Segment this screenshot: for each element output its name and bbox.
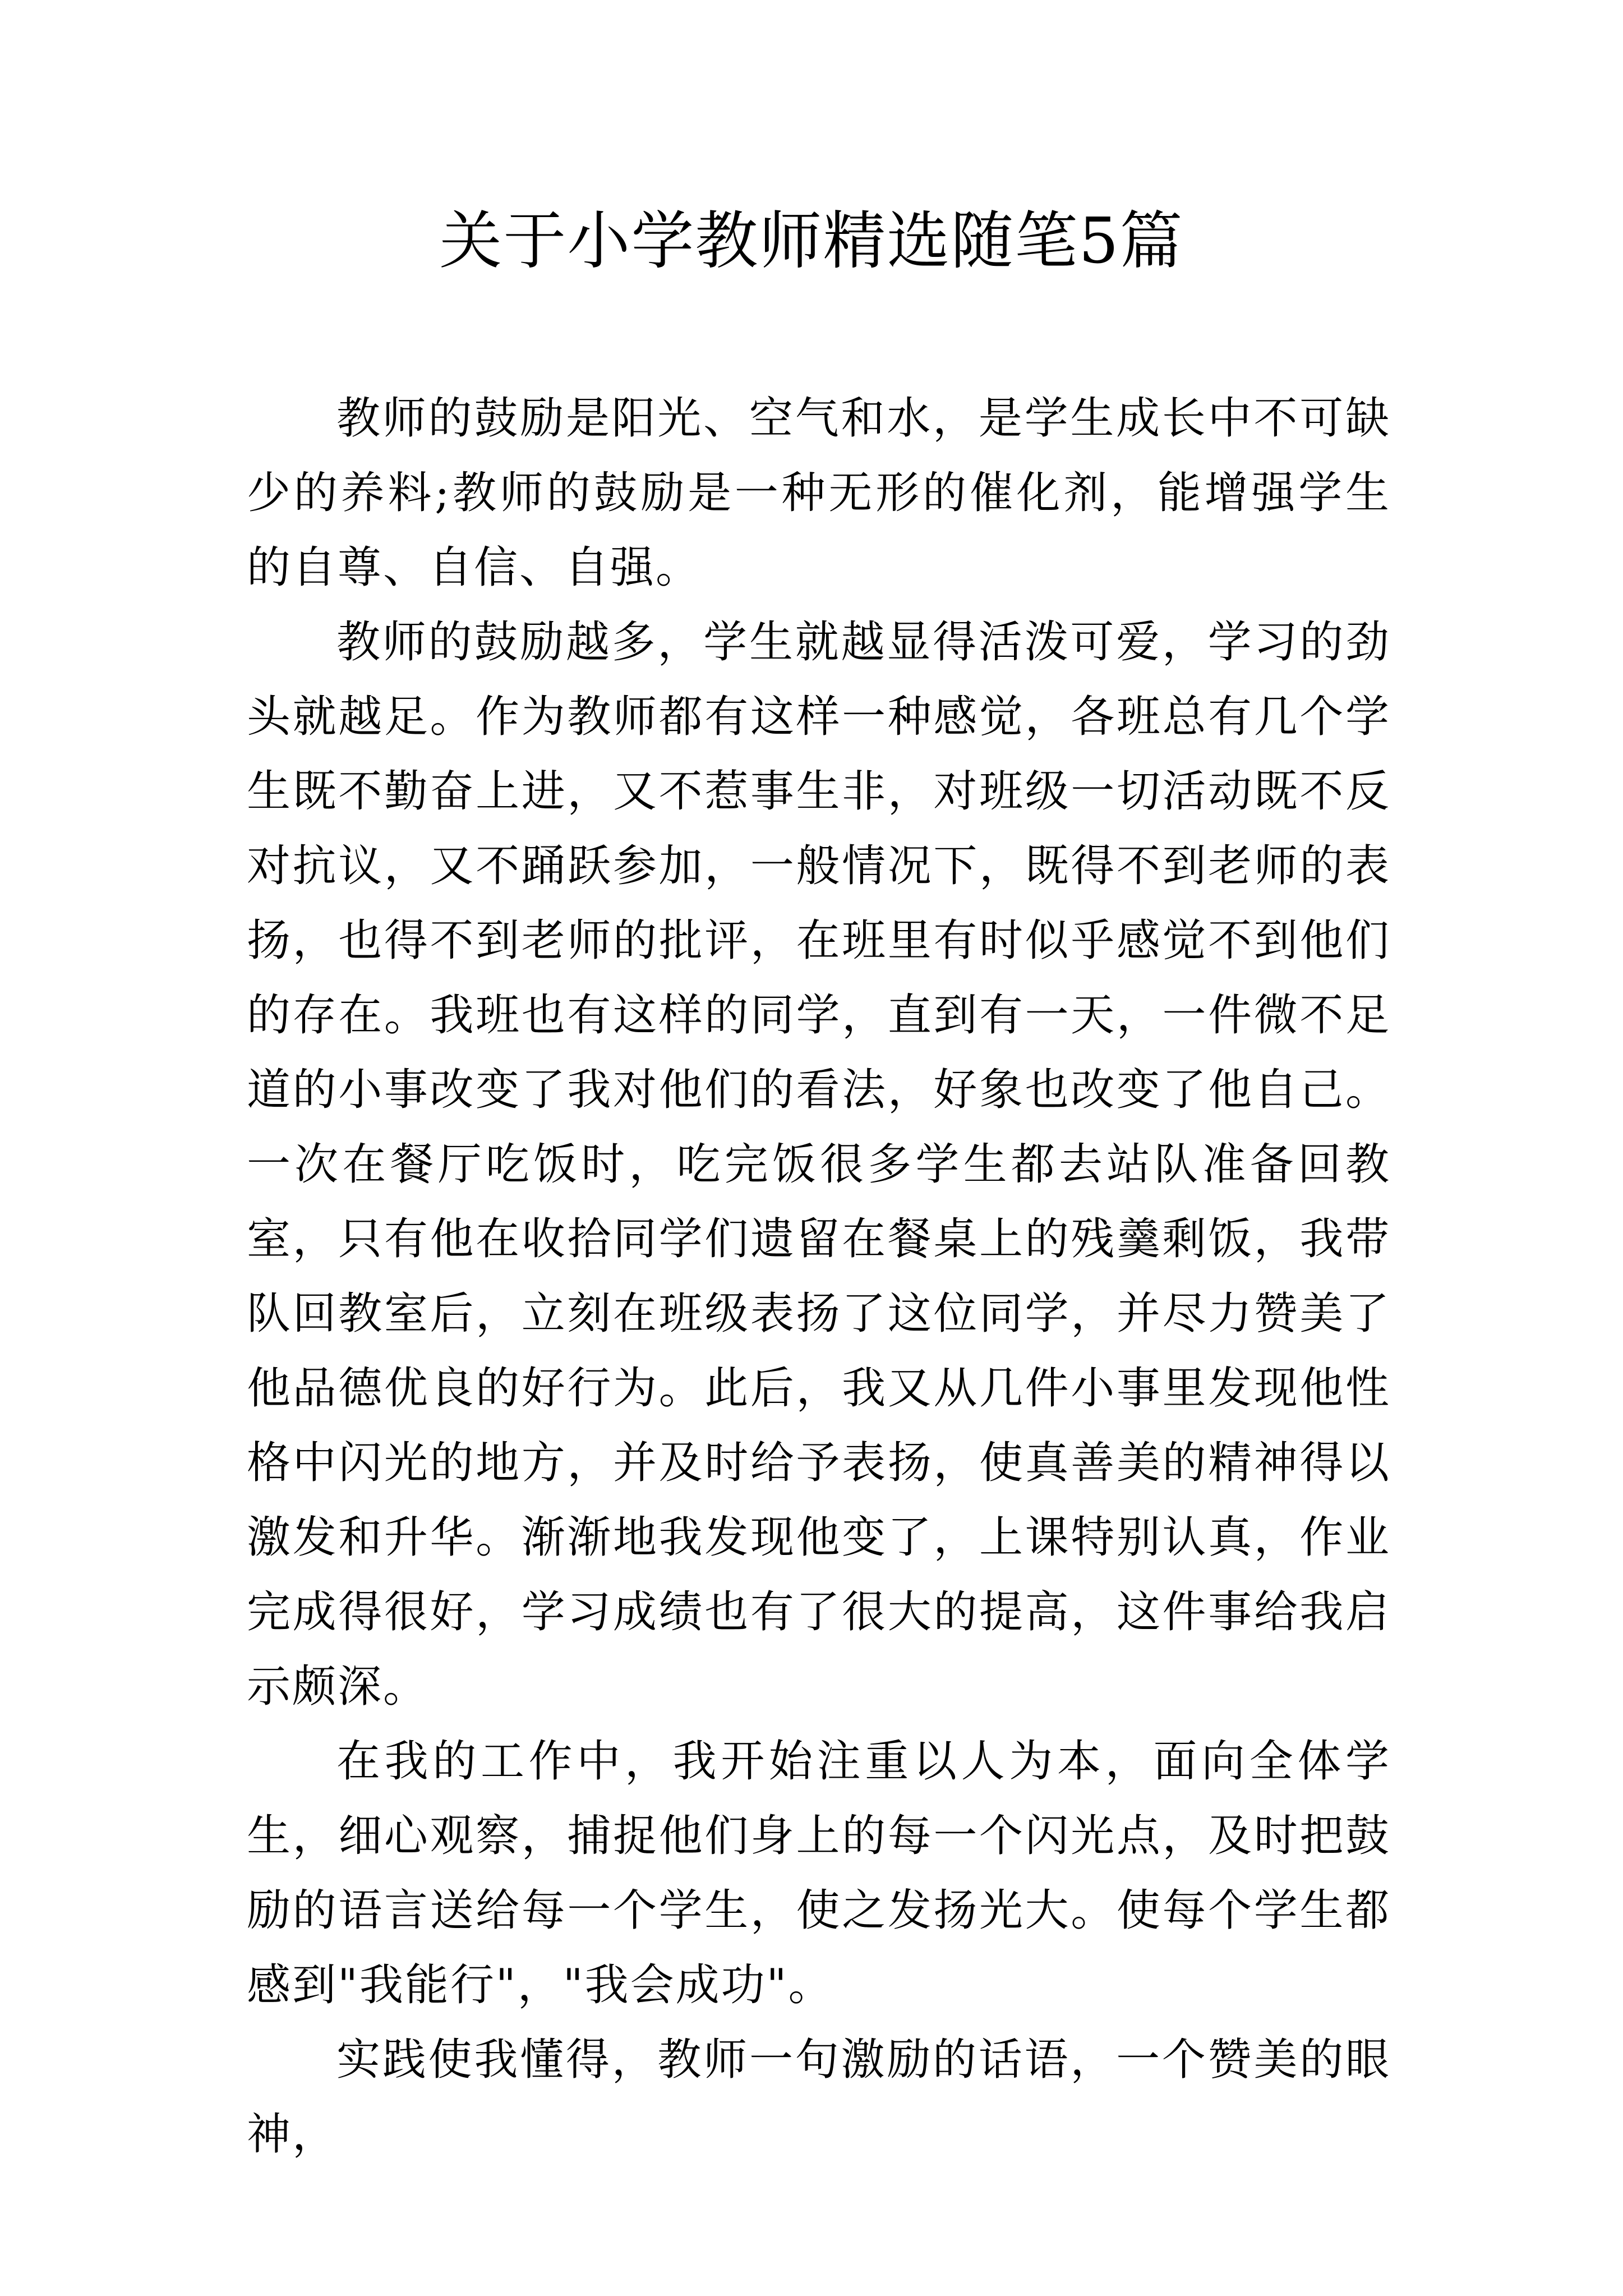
paragraph-2: 教师的鼓励越多，学生就越显得活泼可爱，学习的劲头就越足。作为教师都有这样一种感觉，各班总有几个学生既不勤奋上进，又不惹事生非，对班级一切活动既不反对抗议，又不踊跃参加，一般情况下，既得不到老师的表扬，也得不到老师的批评，在班里有时似乎感觉不到他们的存在。我班也有这样的同学，直到有一天，一件微不足道的小事改变了我对他们的看法，好象也改变了他自己。一次在餐厅吃饭时，吃完饭很多学生都去站队准备回教室，只有他在收拾同学们遗留在餐桌上的残羹剩饭，我带队回教室后，立刻在班级表扬了这位同学，并尽力赞美了他品德优良的好行为。此后，我又从几件小事里发现他性格中闪光的地方，并及时给予表扬，使真善美的精神得以激发和升华。渐渐地我发现他变了，上课特别认真，作业完成得很好，学习成绩也有了很大的提高，这件事给我启示颇深。 xyxy=(247,617,1391,1712)
paragraph-3: 在我的工作中，我开始注重以人为本，面向全体学生，细心观察，捕捉他们身上的每一个闪光点，及时把鼓励的语言送给每一个学生，使之发扬光大。使每个学生都感到"我能行"，"我会成功"。 xyxy=(247,1736,1391,2010)
paragraph-1: 教师的鼓励是阳光、空气和水，是学生成长中不可缺少的养料;教师的鼓励是一种无形的催化剂，能增强学生的自尊、自信、自强。 xyxy=(247,393,1391,593)
document-body xyxy=(247,381,1391,2172)
document-title: 关于小学教师精选随笔5篇 xyxy=(439,205,1184,278)
paragraph-4: 实践使我懂得，教师一句激励的话语，一个赞美的眼神， xyxy=(247,2035,1391,2160)
